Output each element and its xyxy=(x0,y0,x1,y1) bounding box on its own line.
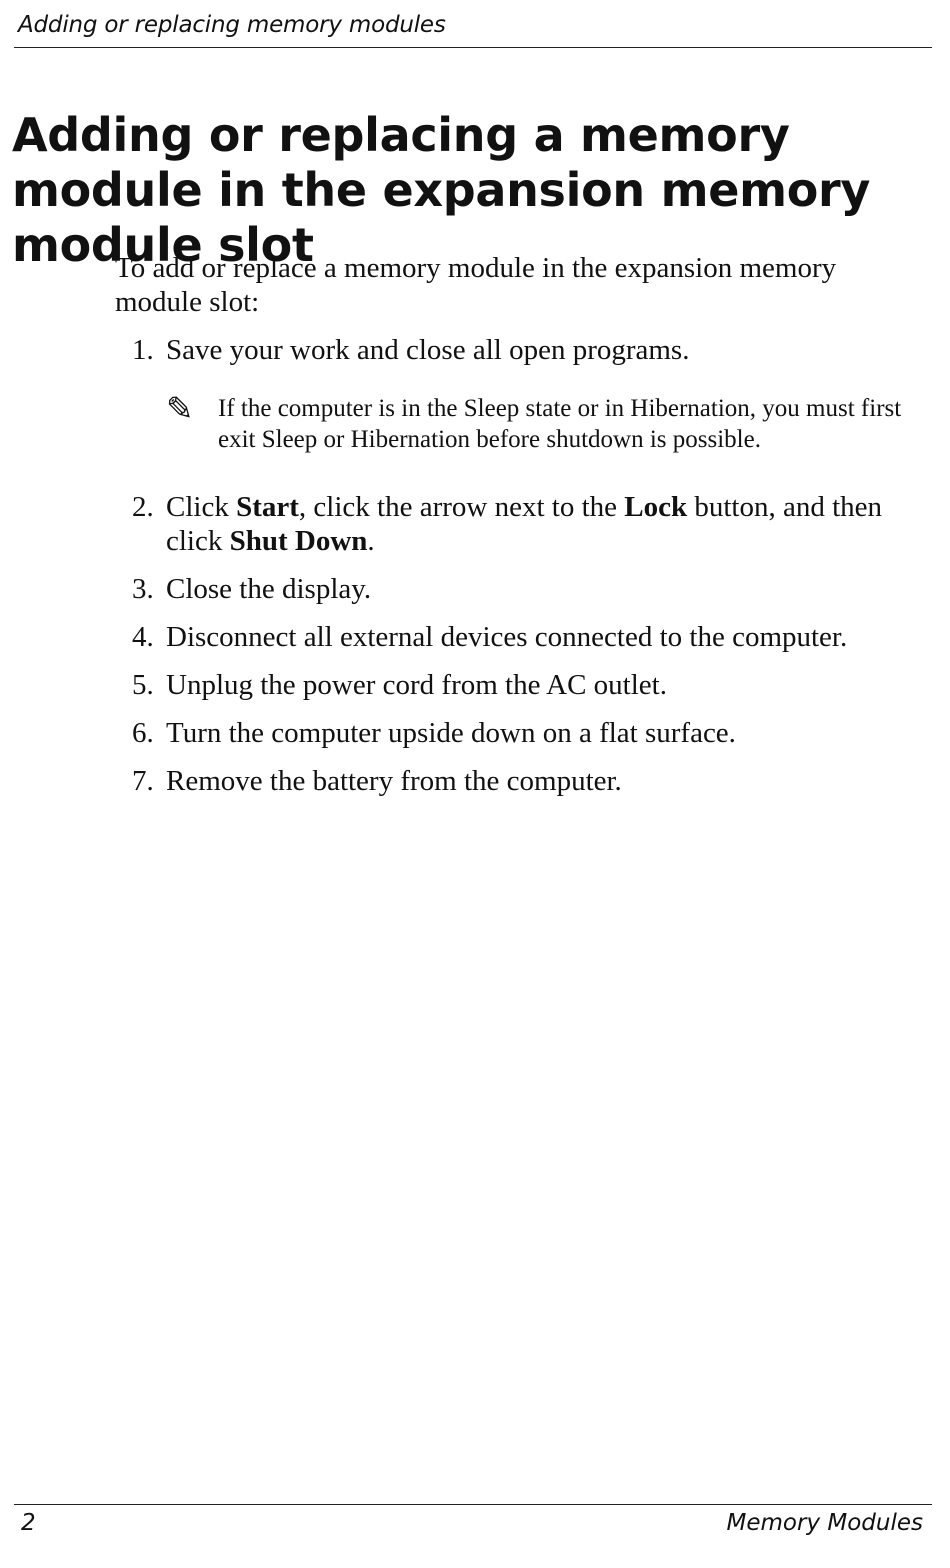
running-header: Adding or replacing memory modules xyxy=(18,12,446,38)
step-number: 1. xyxy=(132,334,154,366)
step-text: Turn the computer upside down on a flat surface. xyxy=(166,717,736,749)
step-4 xyxy=(115,620,935,654)
step-3 xyxy=(115,572,935,606)
step-text xyxy=(166,491,882,557)
intro-paragraph: To add or replace a memory module in the expansion memory module slot: xyxy=(115,252,837,318)
page-title: Adding or replacing a memory module in the expansion memory module slot xyxy=(12,108,871,272)
step-text-part: Click xyxy=(166,491,237,523)
lock-label: Lock xyxy=(624,491,688,523)
step-number: 7. xyxy=(132,765,154,797)
step-text-part: , click the arrow next to the xyxy=(298,491,625,523)
step-text-part: button, and then click xyxy=(166,491,883,557)
step-6 xyxy=(115,716,935,750)
step-number: 6. xyxy=(132,717,154,749)
footer-rule xyxy=(14,1504,932,1505)
step-number: 5. xyxy=(132,669,154,701)
step-5 xyxy=(115,668,935,702)
note-text: If the computer is in the Sleep state or in Hibernation, you must first exit Sleep or Hibernation before shutdown is possible. xyxy=(218,395,902,453)
running-footer: Memory Modules xyxy=(726,1510,923,1536)
step-number: 4. xyxy=(132,621,154,653)
step-1 xyxy=(115,333,935,455)
steps-list xyxy=(115,333,935,812)
start-label: Start xyxy=(236,491,299,523)
step-text-part: . xyxy=(367,525,375,557)
step-7 xyxy=(115,764,935,798)
pencil-note-icon: ✎ xyxy=(166,389,194,428)
step-text: Close the display. xyxy=(166,573,372,605)
step-text: Unplug the power cord from the AC outlet. xyxy=(166,669,667,701)
shut-down-label: Shut Down xyxy=(229,525,368,557)
page-number: 2 xyxy=(21,1510,36,1536)
step-text: Disconnect all external devices connected to the computer. xyxy=(166,621,848,653)
note xyxy=(166,389,935,455)
step-2 xyxy=(115,490,935,558)
step-number: 2. xyxy=(132,491,154,523)
step-number: 3. xyxy=(132,573,154,605)
header-rule xyxy=(14,47,932,48)
step-text: Save your work and close all open programs. xyxy=(166,334,690,366)
step-text: Remove the battery from the computer. xyxy=(166,765,622,797)
